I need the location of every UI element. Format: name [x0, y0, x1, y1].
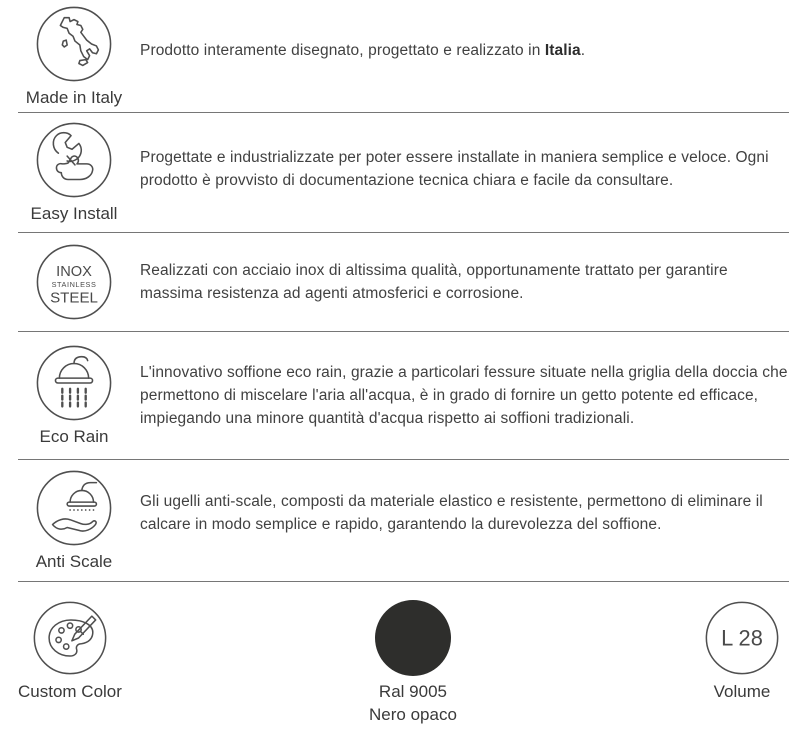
- feature-row-easy-install: [18, 113, 789, 233]
- color-ral-code: Ral 9005: [378, 682, 447, 701]
- feature-row-anti-scale: [18, 460, 789, 582]
- inox-badge-line3: STEEL: [50, 289, 98, 307]
- anti-scale-description: Gli ugelli anti-scale, composti da materiale elastico e resistente, permettono di eliminare il calcare in modo semplice e rapido, garantendo la durevolezza del soffione.: [140, 492, 763, 533]
- color-swatch-block: [369, 600, 457, 726]
- feature-row-inox-steel: [18, 233, 789, 332]
- color-swatch: [375, 600, 451, 676]
- easy-install-block: [18, 121, 130, 224]
- anti-scale-label: Anti Scale: [35, 552, 113, 571]
- made-in-italy-block: [18, 5, 130, 108]
- feature-row-eco-rain: [18, 332, 789, 460]
- volume-value: L 28: [721, 625, 763, 651]
- easy-install-description: Progettate e industrializzate per poter essere installate in maniera semplice e veloce. Ogni prodotto è provvisto di documentazione tecnica chiara e facile da consultare.: [140, 148, 769, 189]
- italy-map-icon: [35, 5, 113, 83]
- feature-row-made-in-italy: [18, 0, 789, 113]
- inox-steel-description: Realizzati con acciaio inox di altissima qualità, opportunamente trattato per garantire massima resistenza ad agenti atmosferici e corrosione.: [140, 262, 728, 302]
- specs-row: [0, 582, 800, 729]
- volume-badge-icon: [704, 600, 780, 676]
- eco-rain-block: [18, 344, 130, 447]
- inox-stainless-steel-badge-icon: [35, 243, 113, 321]
- made-in-italy-description: [130, 39, 789, 74]
- hand-under-shower-head-icon: [35, 469, 113, 547]
- description-bold-text: Italia: [544, 41, 581, 59]
- inox-badge-line2: STAINLESS: [51, 279, 97, 289]
- made-in-italy-label: Made in Italy: [25, 87, 123, 107]
- volume-label: Volume: [713, 682, 771, 701]
- description-text: Prodotto interamente disegnato, progettato e realizzato in: [140, 41, 545, 59]
- custom-color-label: Custom Color: [18, 682, 122, 701]
- inox-steel-block: [18, 243, 130, 321]
- inox-badge-line1: INOX: [56, 264, 92, 281]
- volume-block: [704, 600, 780, 702]
- color-name: Nero opaco: [369, 705, 457, 724]
- anti-scale-block: [18, 469, 130, 572]
- wrench-thumbs-up-icon: [35, 121, 113, 199]
- custom-color-block: [18, 600, 122, 702]
- description-text-end: .: [580, 41, 586, 59]
- eco-rain-shower-head-icon: [35, 344, 113, 422]
- easy-install-label: Easy Install: [30, 204, 118, 223]
- eco-rain-description: L'innovativo soffione eco rain, grazie a particolari fessure situate nella griglia della doccia che permettono di miscelare l'aria all'acqua, è in grado di fornire un getto potente ed efficace, impiegando una minore quantità d'acqua rispetto ai soffioni tradizionali.: [140, 364, 788, 427]
- eco-rain-label: Eco Rain: [39, 427, 109, 446]
- paint-palette-icon: [32, 600, 108, 676]
